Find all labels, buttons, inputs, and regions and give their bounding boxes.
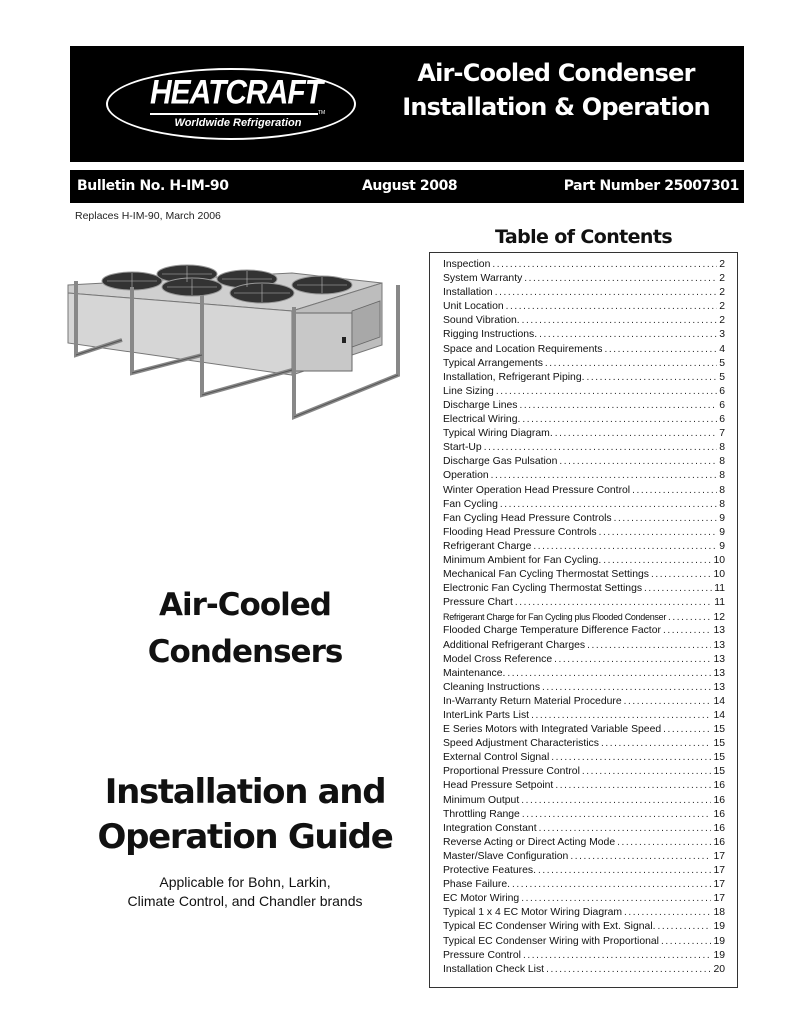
toc-dot-leader: [554, 653, 711, 667]
toc-entry[interactable]: [443, 554, 725, 568]
toc-entry[interactable]: [443, 371, 725, 385]
toc-entry[interactable]: [443, 272, 725, 286]
toc-entry-page: 16: [713, 808, 725, 820]
toc-entry-page: 16: [713, 794, 725, 806]
toc-entry-label: Flooding Head Pressure Controls: [443, 526, 597, 538]
toc-dot-leader: [570, 850, 711, 864]
toc-entry-label: Fan Cycling Head Pressure Controls: [443, 512, 612, 524]
toc-entry[interactable]: [443, 709, 725, 723]
toc-entry-page: 16: [713, 780, 725, 792]
toc-entry[interactable]: [443, 878, 725, 892]
toc-entry[interactable]: [443, 624, 725, 638]
toc-entry[interactable]: [443, 723, 725, 737]
toc-dot-leader: [587, 371, 718, 385]
toc-entry-label: Operation: [443, 470, 489, 482]
toc-entry-label: In-Warranty Return Material Procedure: [443, 695, 622, 707]
toc-dot-leader: [668, 611, 711, 624]
toc-entry-page: 10: [713, 554, 725, 566]
applicable-line1: Applicable for Bohn, Larkin,: [159, 874, 331, 890]
toc-dot-leader: [531, 709, 711, 723]
bulletin-bar: [70, 170, 744, 203]
toc-dot-leader: [546, 963, 711, 977]
document-header-title: [376, 56, 736, 124]
toc-entry-label: Phase Failure.: [443, 879, 510, 891]
toc-entry-label: Throttling Range: [443, 808, 520, 820]
toc-entry[interactable]: [443, 653, 725, 667]
toc-dot-leader: [507, 667, 711, 681]
toc-dot-leader: [512, 878, 711, 892]
logo-underline: [150, 113, 318, 115]
toc-entry-label: System Warranty: [443, 273, 523, 285]
toc-entry-label: Maintenance.: [443, 667, 506, 679]
toc-entry-label: Model Cross Reference: [443, 653, 553, 665]
toc-dot-leader: [538, 864, 711, 878]
toc-dot-leader: [658, 920, 712, 934]
toc-heading: Table of Contents: [494, 226, 673, 248]
toc-entry[interactable]: [443, 765, 725, 779]
toc-entry-page: 7: [719, 428, 725, 440]
toc-dot-leader: [651, 568, 711, 582]
toc-entry[interactable]: [443, 920, 725, 934]
cover-subtitle: [70, 770, 420, 860]
toc-entry[interactable]: [443, 751, 725, 765]
toc-entry-page: 9: [719, 512, 725, 524]
toc-dot-leader: [663, 624, 712, 638]
toc-entry-page: 17: [713, 865, 725, 877]
toc-entry-label: Refrigerant Charge for Fan Cycling plus Flooded Condenser: [443, 612, 667, 623]
toc-entry[interactable]: [443, 639, 725, 653]
cover-subtitle-line2: Operation Guide: [97, 817, 393, 857]
toc-entry-label: Minimum Output: [443, 794, 520, 806]
toc-entry-page: 13: [713, 667, 725, 679]
toc-entry-page: 2: [719, 259, 725, 270]
toc-entry-page: 8: [719, 442, 725, 454]
toc-dot-leader: [599, 526, 718, 540]
toc-entry[interactable]: [443, 328, 725, 342]
toc-entry-label: Unit Location: [443, 301, 504, 313]
toc-dot-leader: [545, 357, 717, 371]
toc-dot-leader: [559, 455, 717, 469]
logo-tagline: Worldwide Refrigeration: [174, 117, 302, 129]
toc-entry[interactable]: [443, 385, 725, 399]
toc-entry-label: Rigging Instructions.: [443, 329, 538, 341]
toc-entry-label: Proportional Pressure Control: [443, 766, 580, 778]
toc-dot-leader: [484, 441, 718, 455]
toc-entry[interactable]: [443, 455, 725, 469]
toc-entry[interactable]: [443, 413, 725, 427]
toc-entry-label: Reverse Acting or Direct Acting Mode: [443, 836, 616, 848]
toc-entry-label: Discharge Gas Pulsation: [443, 456, 558, 468]
toc-dot-leader: [539, 328, 717, 342]
toc-entry-page: 5: [719, 357, 725, 369]
toc-entry-label: Installation: [443, 287, 493, 299]
applicable-line2: Climate Control, and Chandler brands: [127, 893, 363, 909]
toc-dot-leader: [603, 554, 711, 568]
condenser-unit-photo: [62, 255, 412, 420]
toc-entry-label: E Series Motors with Integrated Variable Speed: [443, 724, 662, 736]
condenser-unit-illustration-icon: [62, 255, 412, 420]
toc-dot-leader: [491, 469, 718, 483]
toc-entry-page: 5: [719, 371, 725, 383]
toc-entry-page: 13: [713, 653, 725, 665]
toc-entry-label: Electrical Wiring.: [443, 414, 521, 426]
toc-entry-page: 3: [719, 329, 725, 341]
document-header: [70, 46, 744, 162]
toc-entry[interactable]: [443, 498, 725, 512]
toc-entry-label: EC Motor Wiring: [443, 893, 520, 905]
toc-dot-leader: [515, 596, 712, 610]
toc-entry[interactable]: [443, 399, 725, 413]
toc-entry-label: Discharge Lines: [443, 399, 518, 411]
toc-dot-leader: [524, 272, 717, 286]
toc-entry-label: Additional Refrigerant Charges: [443, 639, 586, 651]
toc-entry-page: 2: [719, 315, 725, 327]
toc-entry-page: 11: [714, 597, 725, 609]
toc-entry-page: 8: [719, 456, 725, 468]
toc-dot-leader: [587, 639, 711, 653]
toc-entry[interactable]: [443, 441, 725, 455]
cover-subtitle-line1: Installation and: [104, 772, 386, 812]
toc-entry-label: Typical Wiring Diagram.: [443, 428, 553, 440]
toc-dot-leader: [522, 808, 712, 822]
bulletin-date: August 2008: [362, 178, 458, 194]
cover-title: [80, 582, 410, 676]
toc-entry[interactable]: [443, 850, 725, 864]
table-of-contents: [429, 252, 738, 988]
toc-dot-leader: [523, 949, 711, 963]
toc-entry[interactable]: [443, 779, 725, 793]
toc-entry-page: 9: [719, 540, 725, 552]
toc-dot-leader: [604, 343, 717, 357]
toc-entry-page: 16: [713, 822, 725, 834]
toc-entry-page: 12: [713, 612, 725, 624]
toc-entry-label: Typical 1 x 4 EC Motor Wiring Diagram: [443, 907, 622, 919]
toc-entry-label: Electronic Fan Cycling Thermostat Settings: [443, 583, 643, 595]
toc-entry-label: Typical EC Condenser Wiring with Ext. Signal.: [443, 921, 656, 933]
toc-entry-page: 8: [719, 470, 725, 482]
toc-entry-page: 18: [713, 907, 725, 919]
toc-entry-label: Installation Check List: [443, 963, 545, 975]
toc-entry-page: 2: [719, 273, 725, 285]
toc-dot-leader: [624, 906, 711, 920]
toc-dot-leader: [542, 681, 711, 695]
toc-entry-label: Pressure Chart: [443, 597, 513, 609]
toc-entry[interactable]: [443, 286, 725, 300]
toc-entry[interactable]: [443, 582, 725, 596]
toc-entry-label: Mechanical Fan Cycling Thermostat Settings: [443, 569, 649, 581]
toc-dot-leader: [617, 836, 711, 850]
logo-brand-name: HEATCRAFT: [149, 73, 323, 112]
toc-entry-page: 2: [719, 301, 725, 313]
toc-dot-leader: [521, 892, 711, 906]
toc-entry-label: Integration Constant: [443, 822, 537, 834]
toc-dot-leader: [624, 695, 712, 709]
toc-entry-label: Start-Up: [443, 442, 482, 454]
toc-dot-leader: [506, 300, 718, 314]
toc-entry-page: 14: [713, 695, 725, 707]
toc-entry-label: Minimum Ambient for Fan Cycling.: [443, 554, 602, 566]
toc-entry-page: 13: [713, 681, 725, 693]
toc-entry-page: 20: [713, 963, 725, 975]
toc-entry[interactable]: [443, 963, 725, 977]
toc-dot-leader: [601, 737, 712, 751]
toc-entry-label: Installation, Refrigerant Piping.: [443, 371, 585, 383]
logo-trademark: TM: [318, 110, 326, 116]
toc-dot-leader: [582, 765, 712, 779]
toc-entry-label: Pressure Control: [443, 949, 521, 961]
toc-dot-leader: [551, 751, 711, 765]
toc-entry[interactable]: [443, 512, 725, 526]
toc-entry-label: Speed Adjustment Characteristics: [443, 738, 599, 750]
toc-entry[interactable]: [443, 540, 725, 554]
toc-entry-label: InterLink Parts List: [443, 710, 530, 721]
toc-entry[interactable]: [443, 484, 725, 498]
toc-dot-leader: [500, 498, 717, 512]
toc-entry-label: Line Sizing: [443, 385, 494, 397]
toc-entry-page: 6: [719, 385, 725, 397]
toc-entry-page: 16: [713, 836, 725, 848]
toc-dot-leader: [555, 427, 718, 441]
toc-entry[interactable]: [443, 864, 725, 878]
toc-entry[interactable]: [443, 258, 725, 272]
toc-entry-page: 15: [713, 766, 725, 778]
toc-entry-page: 8: [719, 484, 725, 496]
applicable-brands-note: [80, 873, 410, 911]
toc-entry[interactable]: [443, 469, 725, 483]
toc-dot-leader: [661, 935, 711, 949]
toc-entry-page: 14: [713, 710, 725, 721]
toc-entry-page: 13: [713, 639, 725, 651]
toc-entry[interactable]: [443, 314, 725, 328]
toc-entry-page: 4: [719, 343, 725, 355]
toc-entry-label: External Control Signal: [443, 752, 550, 764]
toc-dot-leader: [533, 540, 717, 554]
toc-entry-label: Master/Slave Configuration: [443, 850, 569, 862]
toc-entry-label: Typical EC Condenser Wiring with Proportional: [443, 935, 659, 947]
toc-entry[interactable]: [443, 300, 725, 314]
toc-entry-page: 8: [719, 498, 725, 510]
toc-entry[interactable]: [443, 427, 725, 441]
toc-entry-label: Head Pressure Setpoint: [443, 780, 554, 792]
toc-entry[interactable]: [443, 610, 725, 624]
bulletin-number: Bulletin No. H-IM-90: [77, 178, 229, 194]
toc-entry[interactable]: [443, 906, 725, 920]
toc-entry[interactable]: [443, 526, 725, 540]
toc-dot-leader: [520, 399, 718, 413]
toc-dot-leader: [644, 582, 712, 596]
toc-entry-label: Fan Cycling: [443, 498, 498, 510]
toc-entry[interactable]: [443, 935, 725, 949]
part-number: Part Number 25007301: [563, 178, 739, 194]
toc-entry[interactable]: [443, 836, 725, 850]
toc-entry[interactable]: [443, 794, 725, 808]
toc-entry-page: 10: [713, 569, 725, 581]
toc-entry[interactable]: [443, 568, 725, 582]
toc-dot-leader: [614, 512, 718, 526]
toc-dot-leader: [555, 779, 711, 793]
toc-entry[interactable]: [443, 681, 725, 695]
toc-entry-page: 17: [713, 879, 725, 891]
toc-dot-leader: [663, 723, 711, 737]
toc-dot-leader: [496, 385, 717, 399]
toc-entry-page: 6: [719, 414, 725, 426]
toc-entry-page: 17: [713, 850, 725, 862]
toc-dot-leader: [495, 286, 718, 300]
toc-entry-label: Flooded Charge Temperature Difference Factor: [443, 625, 661, 637]
toc-entry-page: 6: [719, 399, 725, 411]
toc-entry-page: 9: [719, 526, 725, 538]
toc-entry[interactable]: [443, 596, 725, 610]
toc-entry-label: Typical Arrangements: [443, 357, 543, 369]
heatcraft-logo: [106, 68, 356, 140]
toc-entry[interactable]: [443, 343, 725, 357]
toc-entry-page: 15: [713, 752, 725, 764]
toc-entry-label: Refrigerant Charge: [443, 540, 532, 552]
toc-entry-label: Winter Operation Head Pressure Control: [443, 484, 631, 496]
toc-entry-page: 15: [713, 738, 725, 750]
cover-title-line1: Air-Cooled: [159, 587, 331, 623]
toc-entry[interactable]: [443, 695, 725, 709]
toc-entry[interactable]: [443, 667, 725, 681]
toc-dot-leader: [522, 314, 718, 328]
header-title-line2: Installation & Operation: [402, 93, 710, 121]
toc-entry-page: 19: [713, 949, 725, 961]
toc-entry-page: 2: [719, 287, 725, 299]
toc-entry-page: 13: [713, 625, 725, 637]
toc-dot-leader: [522, 413, 717, 427]
header-title-line1: Air-Cooled Condenser: [417, 59, 695, 87]
toc-entry-page: 17: [713, 893, 725, 905]
toc-dot-leader: [492, 258, 717, 272]
toc-entry[interactable]: [443, 822, 725, 836]
toc-entry[interactable]: [443, 808, 725, 822]
cover-title-line2: Condensers: [147, 634, 343, 670]
replaces-note: Replaces H-IM-90, March 2006: [75, 210, 221, 222]
toc-entry-label: Cleaning Instructions: [443, 681, 541, 693]
toc-dot-leader: [521, 794, 711, 808]
toc-dot-leader: [539, 822, 712, 836]
toc-entry-page: 19: [713, 921, 725, 933]
toc-entry[interactable]: [443, 357, 725, 371]
toc-entry-label: Space and Location Requirements: [443, 343, 603, 355]
toc-entry[interactable]: [443, 949, 725, 963]
toc-entry-label: Sound Vibration.: [443, 315, 520, 327]
toc-entry-label: Protective Features.: [443, 865, 536, 877]
toc-entry[interactable]: [443, 892, 725, 906]
toc-entry[interactable]: [443, 737, 725, 751]
toc-entry-label: Inspection: [443, 259, 491, 270]
toc-entry-page: 11: [714, 583, 725, 595]
toc-entry-page: 19: [713, 935, 725, 947]
toc-dot-leader: [632, 484, 717, 498]
toc-entry-page: 15: [713, 724, 725, 736]
